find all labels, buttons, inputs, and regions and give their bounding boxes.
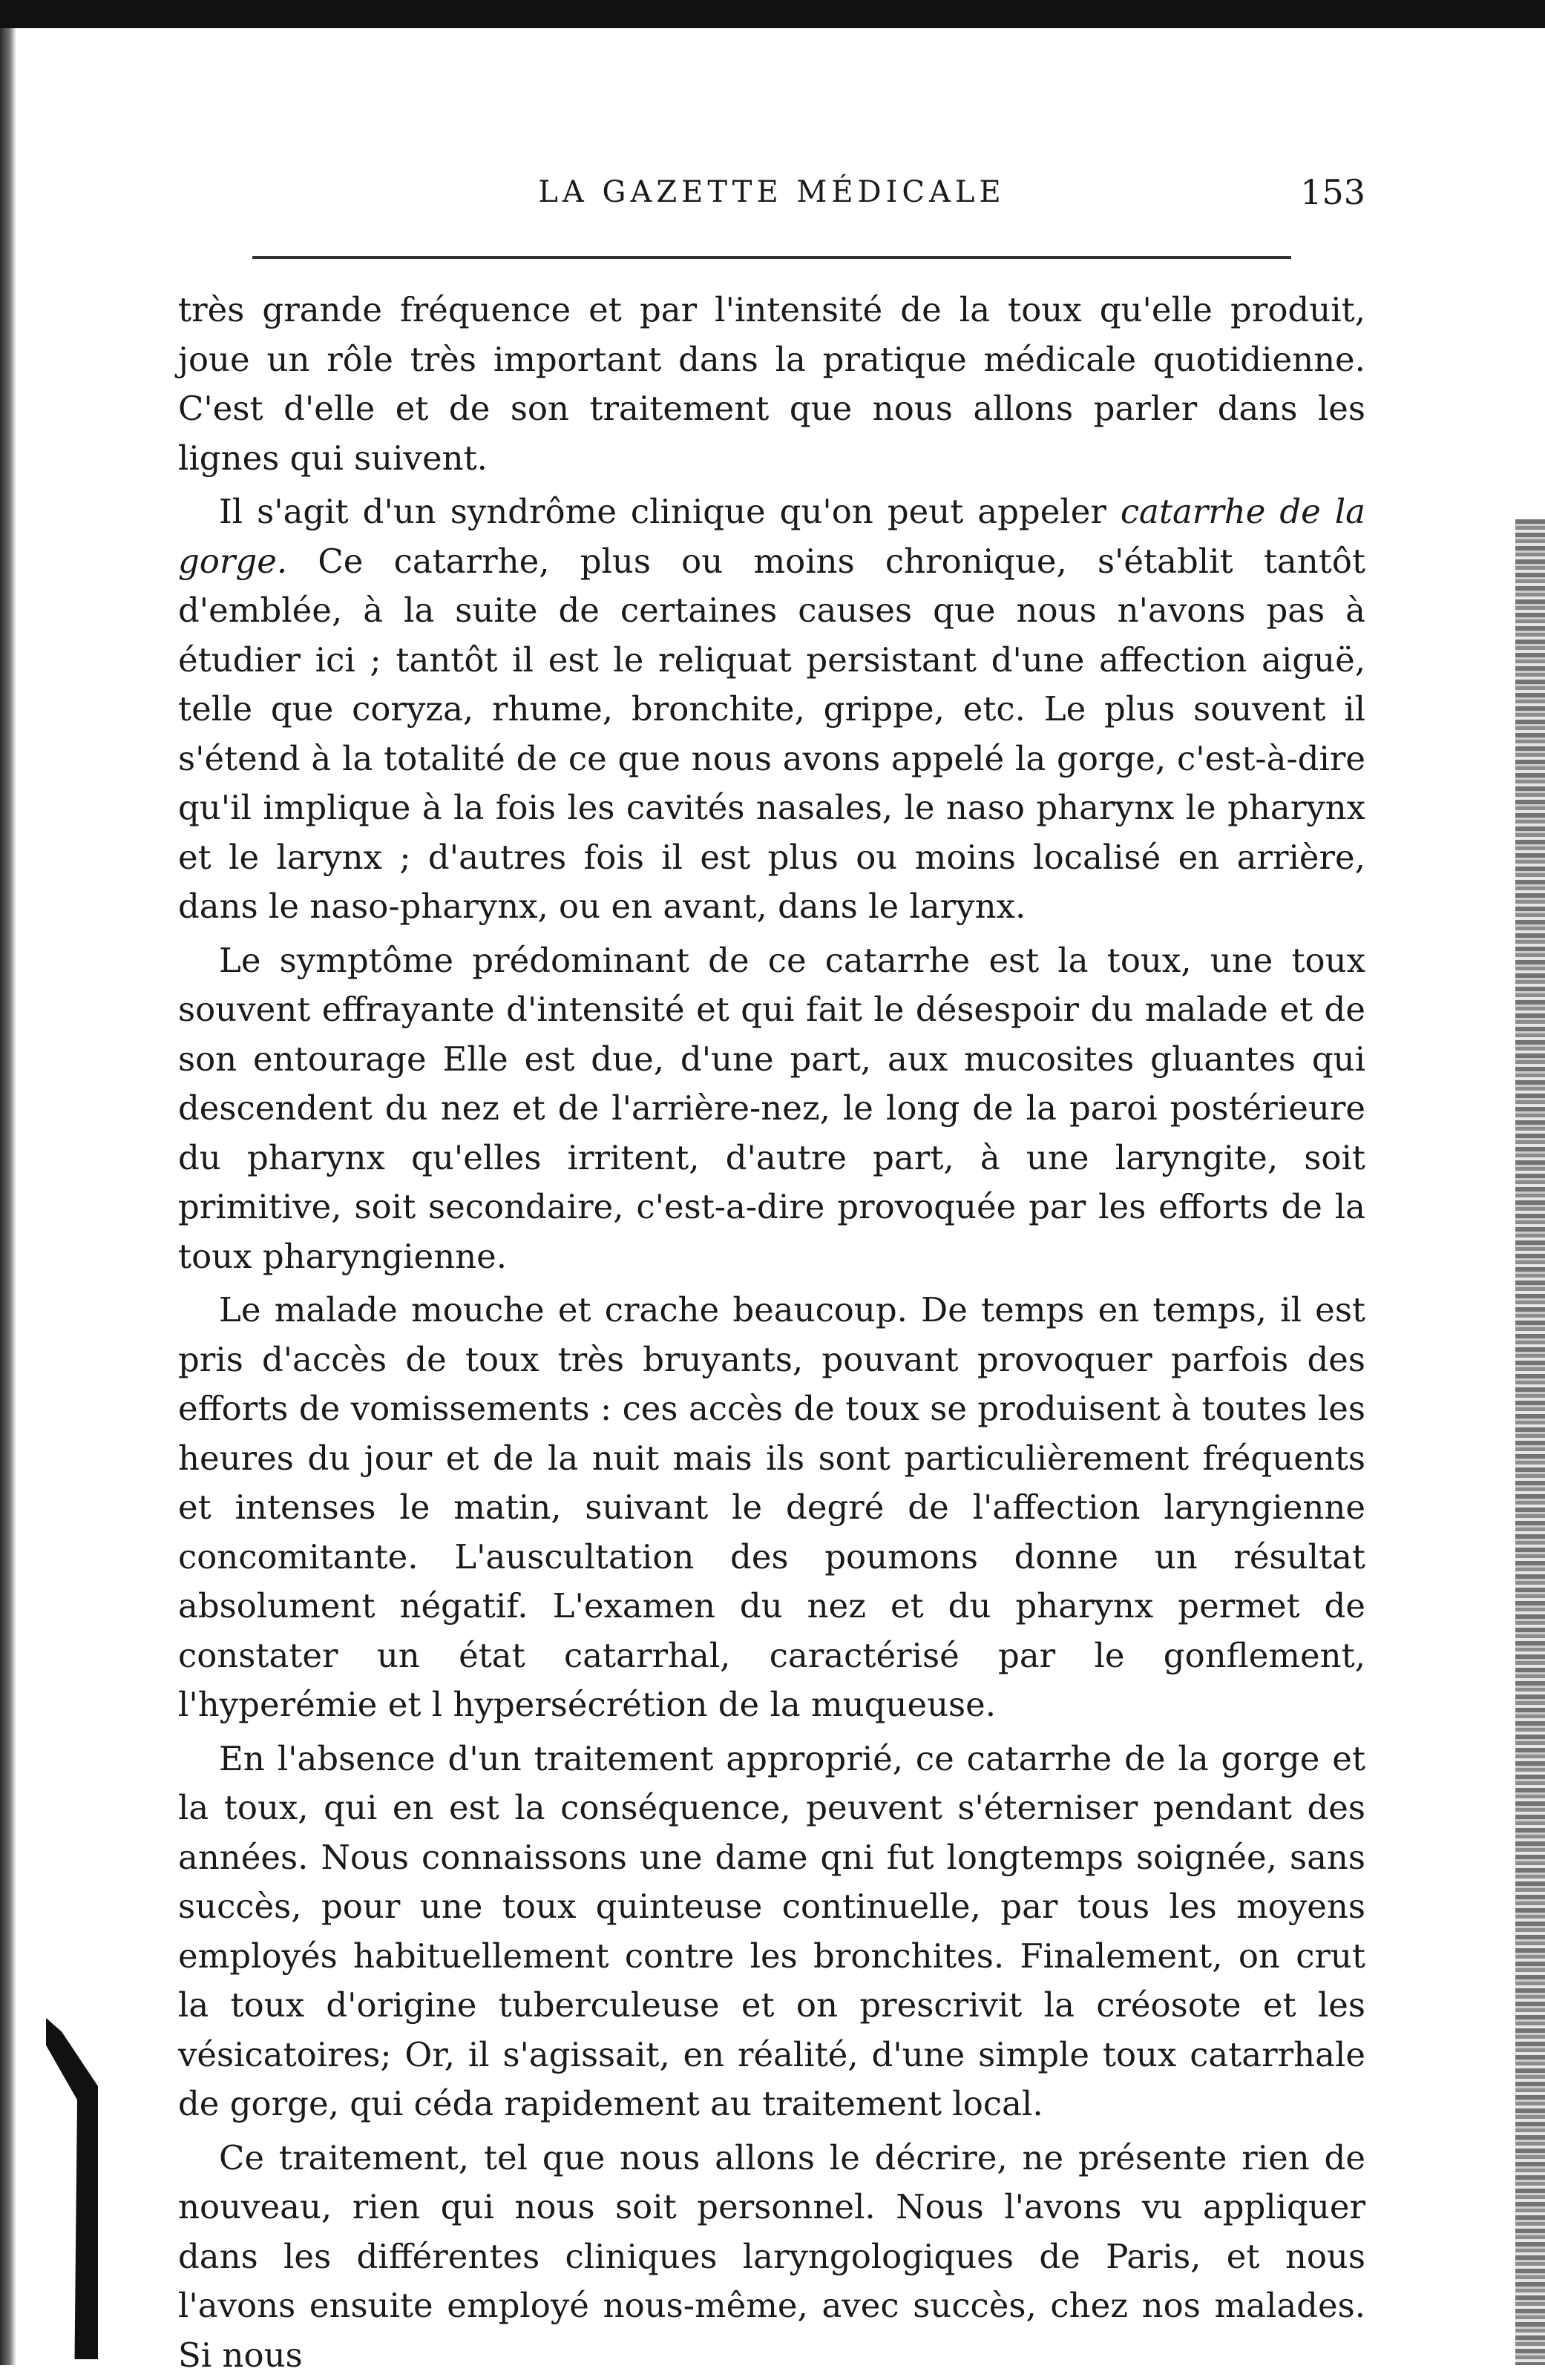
running-header [178,169,1365,214]
header-rule [252,256,1291,259]
paragraph-2-italic-term: catarrhe de la gorge. [178,492,1365,581]
paragraph-4: Le malade mouche et crache beaucoup. De temps en temps, il est pris d'accès de toux très bruyants, pouvant provoquer parfois des efforts de vomissements : ces accès de toux se produisent à toutes les heures du jour et de la nuit mais ils sont particulièrement fréquents et intenses le matin, suivant le degré de l'affection laryngienne concomitante. L'auscultation des poumons donne un résultat absolument négatif. L'examen du nez et du pharynx permet de constater un état catarrhal, caractérisé par le gonflement, l'hyperémie et l hypersécrétion de la muqueuse. [178,1286,1365,1730]
scan-border-top [0,0,1545,28]
scan-border-left [0,28,16,2365]
page-number: 153 [1300,172,1365,212]
paragraph-2 [178,487,1365,932]
paragraph-1: très grande fréquence et par l'intensité de la toux qu'elle produit, joue un rôle très important dans la pratique médicale quotidienne. C'est d'elle et de son traitement que nous allons parler dans les lignes qui suivent. [178,286,1365,483]
scan-border-right [1515,519,1545,2365]
body-text [178,286,1365,2380]
paragraph-5: En l'absence d'un traitement approprié, ce catarrhe de la gorge et la toux, qui en est la conséquence, peuvent s'éterniser pendant des années. Nous connaissons une dame qni fut longtemps soignée, sans succès, pour une toux quinteuse continuelle, par tous les moyens employés habituellement contre les bronchites. Finalement, on crut la toux d'origine tuberculeuse et on prescrivit la créosote et les vésicatoires; Or, il s'agissait, en réalité, d'une simple toux catarrhale de gorge, qui céda rapidement au traitement local. [178,1735,1365,2129]
paragraph-6: Ce traitement, tel que nous allons le décrire, ne présente rien de nouveau, rien qui nous soit personnel. Nous l'avons vu appliquer dans les différentes cliniques laryngologiques de Paris, et nous l'avons ensuite employé nous-même, avec succès, chez nos malades. Si nous [178,2134,1365,2380]
paragraph-2-text-end: Ce catarrhe, plus ou moins chronique, s'établit tantôt d'emblée, à la suite de certaines causes que nous n'avons pas à étudier ici ; tantôt il est le reliquat persistant d'une affection aiguë, telle que coryza, rhume, bronchite, grippe, etc. Le plus souvent il s'étend à la totalité de ce que nous avons appelé la gorge, c'est-à-dire qu'il implique à la fois les cavités nasales, le naso pharynx le pharynx et le larynx ; d'autres fois il est plus ou moins localisé en arrière, dans le naso-pharynx, ou en avant, dans le larynx. [178,542,1365,927]
paragraph-3: Le symptôme prédominant de ce catarrhe est la toux, une toux souvent effrayante d'intensité et qui fait le désespoir du malade et de son entourage Elle est due, d'une part, aux mucosites gluantes qui descendent du nez et de l'arrière-nez, le long de la paroi postérieure du pharynx qu'elles irritent, d'autre part, à une laryngite, soit primitive, soit secondaire, c'est-a-dire provoquée par les efforts de la toux pharyngienne. [178,936,1365,1282]
paragraph-2-text-start: Il s'agit d'un syndrôme clinique qu'on peut appeler [219,492,1121,531]
scan-artifact-mark [46,2018,98,2359]
journal-title: LA GAZETTE MÉDICALE [178,175,1365,209]
